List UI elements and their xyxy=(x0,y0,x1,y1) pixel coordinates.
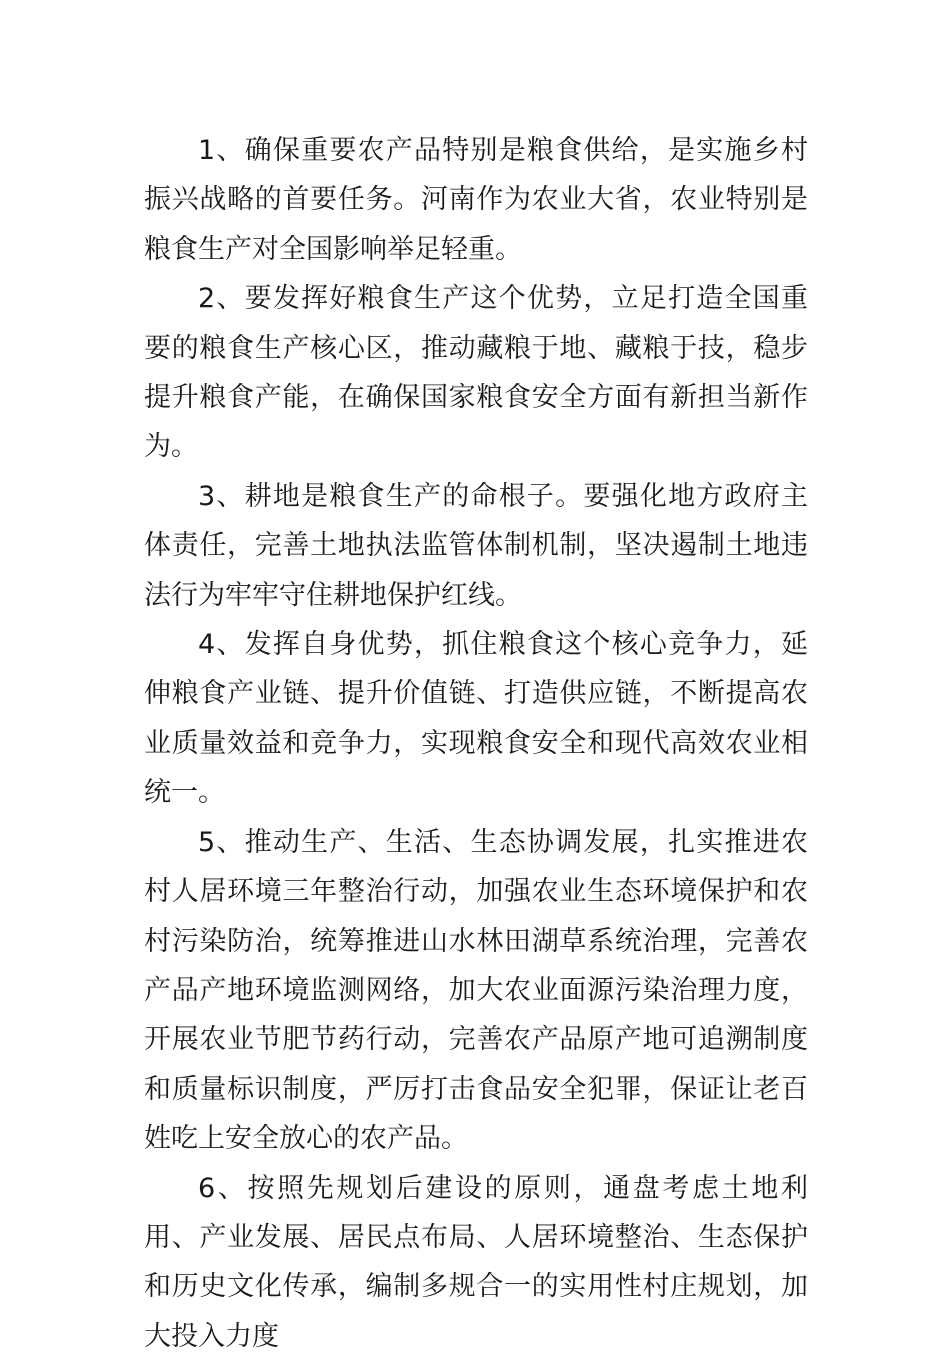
document-body xyxy=(144,126,808,1361)
paragraph-6: 6、按照先规划后建设的原则，通盘考虑土地利用、产业发展、居民点布局、人居环境整治、生态保护和历史文化传承，编制多规合一的实用性村庄规划，加大投入力度 xyxy=(144,1172,808,1352)
paragraph-4: 4、发挥自身优势，抓住粮食这个核心竞争力，延伸粮食产业链、提升价值链、打造供应链，不断提高农业质量效益和竞争力，实现粮食安全和现代高效农业相统一。 xyxy=(144,629,808,809)
paragraph-1: 1、确保重要农产品特别是粮食供给，是实施乡村振兴战略的首要任务。河南作为农业大省，农业特别是粮食生产对全国影响举足轻重。 xyxy=(144,135,808,265)
paragraph-3: 3、耕地是粮食生产的命根子。要强化地方政府主体责任，完善土地执法监管体制机制，坚决遏制土地违法行为牢牢守住耕地保护红线。 xyxy=(144,480,808,611)
paragraph-5: 5、推动生产、生活、生态协调发展，扎实推进农村人居环境三年整治行动，加强农业生态环境保护和农村污染防治，统筹推进山水林田湖草系统治理，完善农产品产地环境监测网络，加大农业面源污染治理力度，开展农业节肥节药行动，完善农产品原产地可追溯制度和质量标识制度，严厉打击食品安全犯罪，保证让老百姓吃上安全放心的农产品。 xyxy=(144,826,808,1155)
paragraph-2: 2、要发挥好粮食生产这个优势，立足打造全国重要的粮食生产核心区，推动藏粮于地、藏粮于技，稳步提升粮食产能，在确保国家粮食安全方面有新担当新作为。 xyxy=(144,283,808,463)
